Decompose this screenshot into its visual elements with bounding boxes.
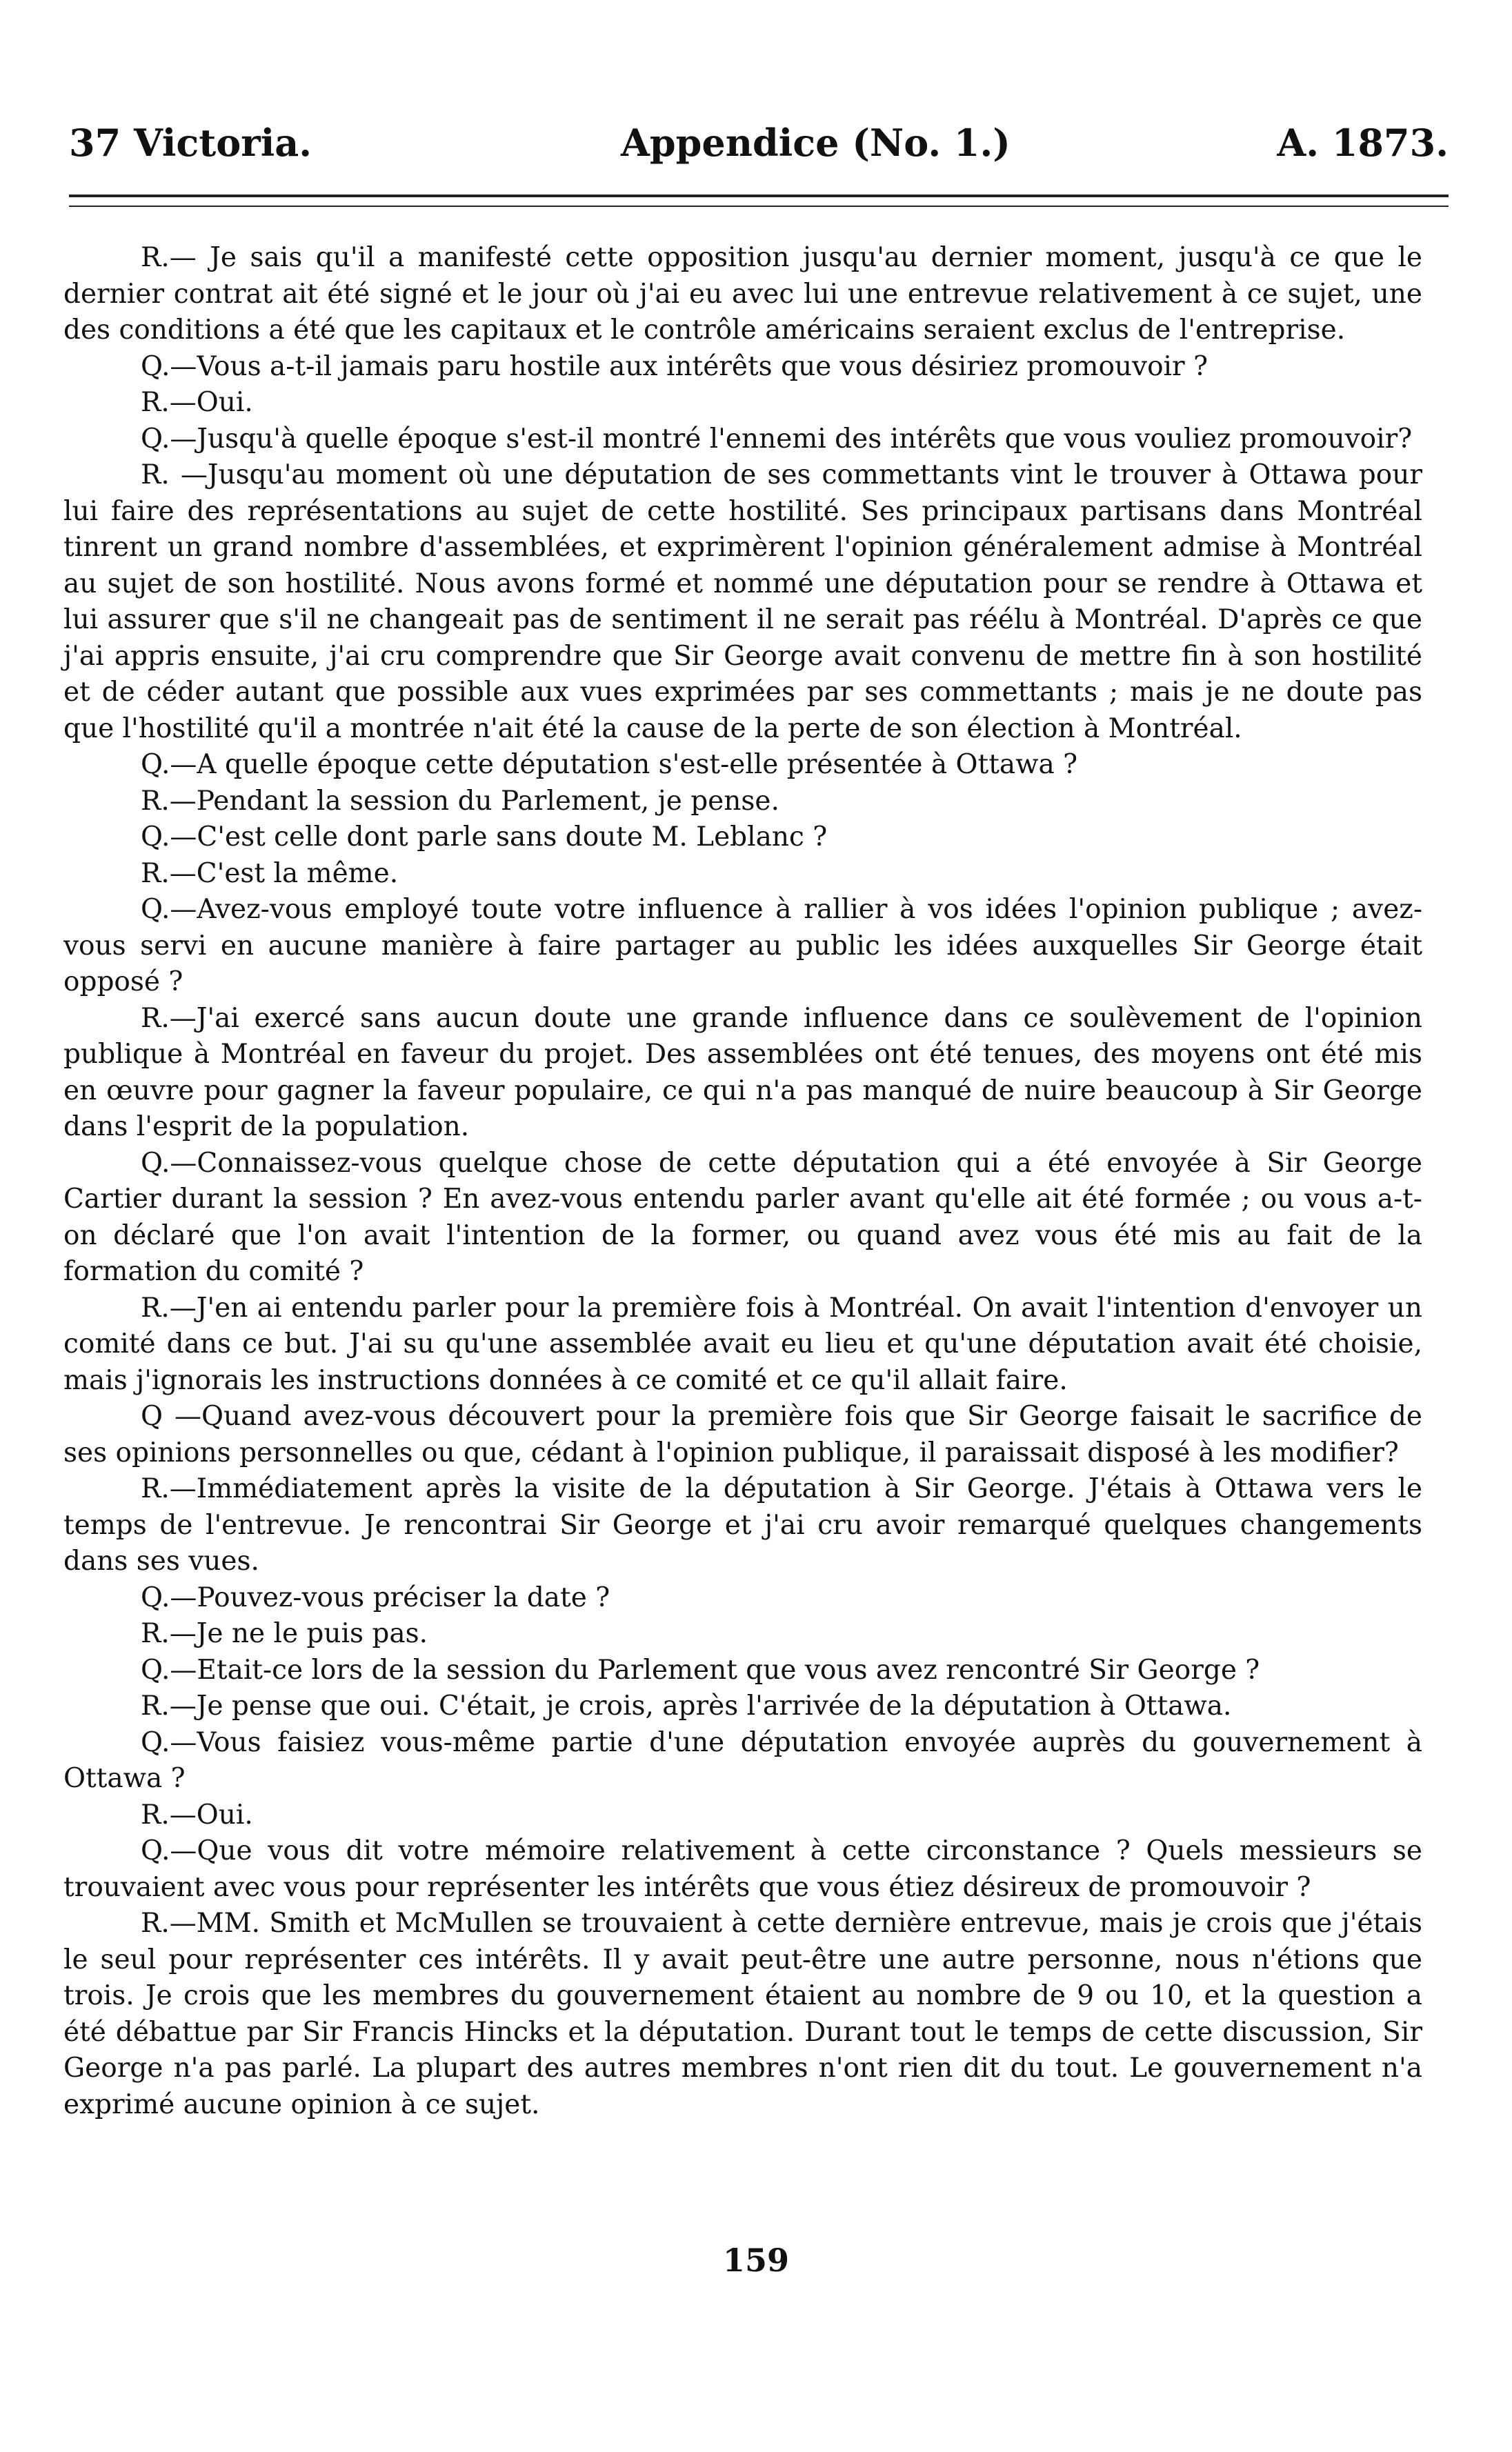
- paragraph: R.—Oui.: [141, 387, 253, 418]
- paragraph: R.—Oui.: [141, 1799, 253, 1831]
- paragraph: R.—MM. Smith et McMullen se trouvaient à cette dernière entrevue, mais je crois que j'étais le seul pour représenter ces intérêts. Il y avait peut-être une autre personne, nous n'étions que trois. Je crois que les membres du gouvernement étaient au nombre de 9 ou 10, et la question a été débattue par Sir Francis Hincks et la députation. Durant tout le temps de cette discussion, Sir George n'a pas parlé. La plupart des autres membres n'ont rien dit du tout. Le gouvernement n'a exprimé aucune opinion à ce sujet.: [63, 1908, 1422, 2120]
- paragraph: R.—Immédiatement après la visite de la députation à Sir George. J'étais à Ottawa vers le temps de l'entrevue. Je rencontrai Sir George et j'ai cru avoir remarqué quelques changements dans ses vues.: [63, 1473, 1422, 1577]
- paragraph: R.—Pendant la session du Parlement, je pense.: [141, 785, 779, 817]
- paragraph: Q.—C'est celle dont parle sans doute M. Leblanc ?: [141, 821, 828, 853]
- testimony-body: [63, 240, 1422, 2123]
- paragraph: Q.—Connaissez-vous quelque chose de cette députation qui a été envoyée à Sir George Cartier durant la session ? En avez-vous entendu parler avant qu'elle ait été formée ; ou vous a-t-on déclaré que l'on avait l'intention de la former, ou quand avez vous été mis au fait de la formation du comité ?: [63, 1147, 1422, 1287]
- paragraph: R.—Je pense que oui. C'était, je crois, après l'arrivée de la députation à Ottawa.: [141, 1691, 1232, 1722]
- page-number: 159: [722, 2242, 790, 2279]
- running-header: [69, 121, 1449, 169]
- header-year: A. 1873.: [1277, 121, 1449, 165]
- header-rule-thick: [69, 195, 1449, 197]
- paragraph: Q.—Etait-ce lors de la session du Parlement que vous avez rencontré Sir George ?: [141, 1654, 1260, 1686]
- paragraph: Q.—Pouvez-vous préciser la date ?: [141, 1582, 610, 1613]
- paragraph: R.— Je sais qu'il a manifesté cette opposition jusqu'au dernier moment, jusqu'à ce que le dernier contrat ait été signé et le jour où j'ai eu avec lui une entrevue relativement à ce sujet, une des conditions a été que les capitaux et le contrôle américains seraient exclus de l'entreprise.: [63, 242, 1422, 346]
- paragraph: R.—Je ne le puis pas.: [141, 1618, 428, 1649]
- paragraph: Q.—Jusqu'à quelle époque s'est-il montré l'ennemi des intérêts que vous vouliez promouvoir?: [141, 423, 1413, 455]
- header-volume: 37 Victoria.: [69, 121, 312, 165]
- header-appendix: Appendice (No. 1.): [621, 121, 1011, 165]
- paragraph: R. —Jusqu'au moment où une députation de ses commettants vint le trouver à Ottawa pour lui faire des représentations au sujet de cette hostilité. Ses principaux partisans dans Montréal tinrent un grand nombre d'assemblées, et exprimèrent l'opinion généralement admise à Montréal au sujet de son hostilité. Nous avons formé et nommé une députation pour se rendre à Ottawa et lui assurer que s'il ne changeait pas de sentiment il ne serait pas réélu à Montréal. D'après ce que j'ai appris ensuite, j'ai cru comprendre que Sir George avait convenu de mettre fin à son hostilité et de céder autant que possible aux vues exprimées par ses commettants ; mais je ne doute pas que l'hostilité qu'il a montrée n'ait été la cause de la perte de son élection à Montréal.: [63, 459, 1422, 744]
- paragraph: Q.—Avez-vous employé toute votre influence à rallier à vos idées l'opinion publique ; avez-vous servi en aucune manière à faire partager au public les idées auxquelles Sir George était opposé ?: [63, 894, 1422, 997]
- paragraph: Q.—Vous faisiez vous-même partie d'une députation envoyée auprès du gouvernement à Ottawa ?: [63, 1726, 1422, 1794]
- paragraph: Q.—Vous a-t-il jamais paru hostile aux intérêts que vous désiriez promouvoir ?: [141, 350, 1208, 382]
- paragraph: R.—J'en ai entendu parler pour la première fois à Montréal. On avait l'intention d'envoyer un comité dans ce but. J'ai su qu'une assemblée avait eu lieu et qu'une députation avait été choisie, mais j'ignorais les instructions données à ce comité et ce qu'il allait faire.: [63, 1292, 1422, 1396]
- paragraph: Q.—A quelle époque cette députation s'est-elle présentée à Ottawa ?: [141, 749, 1078, 780]
- paragraph: Q —Quand avez-vous découvert pour la première fois que Sir George faisait le sacrifice de ses opinions personnelles ou que, cédant à l'opinion publique, il paraissait disposé à les modifier?: [63, 1401, 1422, 1468]
- paragraph: R.—C'est la même.: [141, 857, 399, 889]
- paragraph: Q.—Que vous dit votre mémoire relativement à cette circonstance ? Quels messieurs se trouvaient avec vous pour représenter les intérêts que vous étiez désireux de promouvoir ?: [63, 1835, 1422, 1903]
- paragraph: R.—J'ai exercé sans aucun doute une grande influence dans ce soulèvement de l'opinion publique à Montréal en faveur du projet. Des assemblées ont été tenues, des moyens ont été mis en œuvre pour gagner la faveur populaire, ce qui n'a pas manqué de nuire beaucoup à Sir George dans l'esprit de la population.: [63, 1002, 1422, 1142]
- header-rule-thin: [69, 206, 1449, 207]
